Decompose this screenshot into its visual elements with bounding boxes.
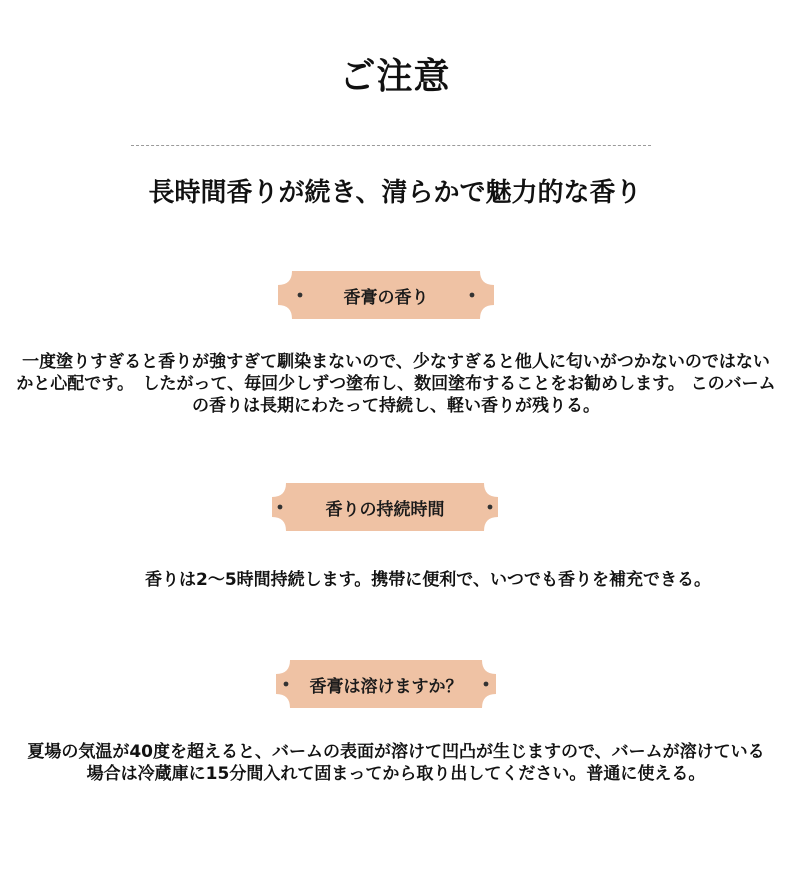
section-heading: 香膏は溶けますか？ [309, 676, 463, 697]
section-badge-duration [272, 483, 498, 531]
section-badge-fragrance [278, 271, 494, 319]
section-heading: 香りの持続時間 [325, 499, 445, 520]
dashed-divider [131, 145, 651, 146]
section-badge-melting [276, 660, 496, 708]
section-body: 夏場の気温が40度を超えると、バームの表面が溶けて凹凸が生じますので、バームが溶けている場合は冷蔵庫に15分間入れて固まってから取り出してください。普通に使える。 [27, 742, 765, 784]
section-body: 一度塗りすぎると香りが強すぎて馴染まないので、少なすぎると他人に匂いがつかないのではないかと心配です。 したがって、毎回少しずつ塗布し、数回塗布することをお勧めします。 このバームの香りは長期にわたって持続し、軽い香りが残りる。 [16, 352, 776, 416]
page-subtitle: 長時間香りが続き、清らかで魅力的な香り [148, 178, 642, 208]
section-heading: 香膏の香り [343, 287, 429, 308]
section-body: 香りは2～5時間持続します。携帯に便利で、いつでも香りを補充できる。 [145, 570, 711, 590]
page-title: ご注意 [339, 56, 451, 97]
